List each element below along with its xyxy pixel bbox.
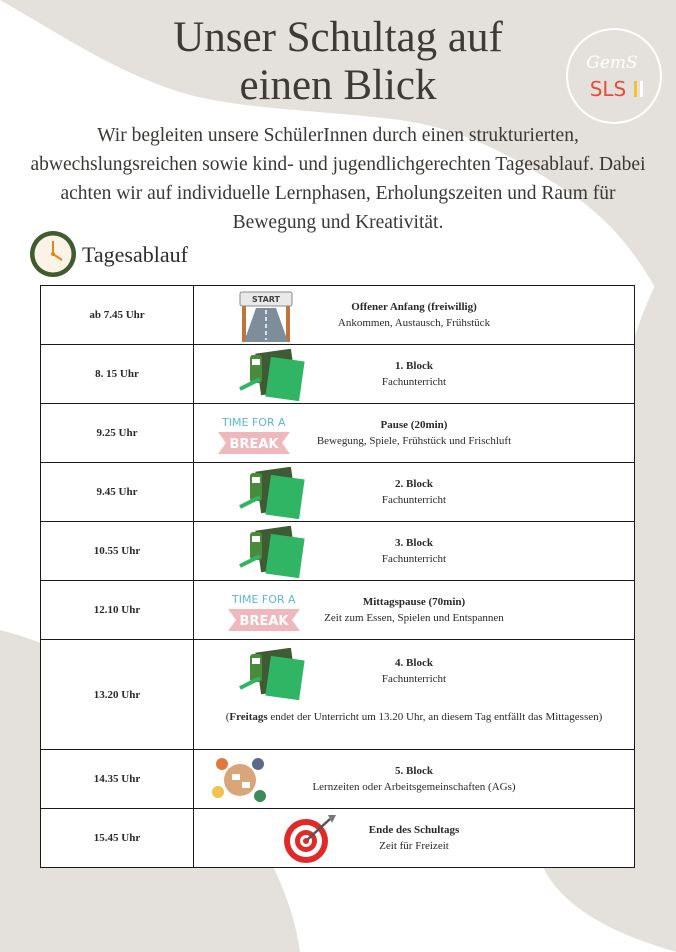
- title-line-2: einen Blick: [239, 62, 437, 109]
- svg-text:BREAK: BREAK: [229, 437, 279, 452]
- activity-cell: [194, 345, 635, 404]
- time-cell: 13.20 Uhr: [41, 640, 194, 750]
- time-cell: 8. 15 Uhr: [41, 345, 194, 404]
- activity-cell: [194, 522, 635, 581]
- table-row: [41, 286, 635, 345]
- activity-description: Fachunterricht: [381, 494, 447, 506]
- time-cell: 10.55 Uhr: [41, 522, 194, 581]
- target-icon: [282, 813, 338, 865]
- time-cell: ab 7.45 Uhr: [41, 286, 194, 345]
- activity-cell: [194, 404, 635, 463]
- note-open-paren: (: [225, 711, 230, 723]
- activity-description: Fachunterricht: [381, 673, 447, 685]
- activity-description: Zeit zum Essen, Spielen und Entspannen: [324, 612, 504, 624]
- table-row: [41, 750, 635, 809]
- table-row: [41, 522, 635, 581]
- logo-bottom-text: SLS: [589, 77, 627, 101]
- intro-line-3: achten wir auf individuelle Lernphasen, Erholungszeiten und Raum für: [60, 183, 616, 204]
- clock-icon: [28, 229, 78, 279]
- activity-cell: [194, 286, 635, 345]
- activity-description: Fachunterricht: [381, 553, 447, 565]
- logo-bar-yellow: [634, 81, 637, 97]
- activity-title: Pause (20min): [380, 419, 448, 431]
- time-cell: 12.10 Uhr: [41, 581, 194, 640]
- activity-title: Mittagspause (70min): [362, 596, 466, 608]
- activity-title: 3. Block: [395, 537, 433, 549]
- activity-description: Lernzeiten oder Arbeitsgemeinschaften (AGs): [312, 781, 516, 793]
- time-cell: 15.45 Uhr: [41, 809, 194, 868]
- table-row: [41, 463, 635, 522]
- activity-cell: [194, 463, 635, 522]
- activity-cell: [194, 750, 635, 809]
- school-supplies-icon: [238, 648, 314, 700]
- activity-title: 1. Block: [395, 360, 433, 372]
- school-supplies-icon: [238, 467, 314, 519]
- time-cell: 14.35 Uhr: [41, 750, 194, 809]
- time-cell: 9.25 Uhr: [41, 404, 194, 463]
- activity-title: 4. Block: [395, 657, 433, 669]
- note-rest: endet der Unterricht um 13.20 Uhr, an diesem Tag entfällt das Mittagessen): [267, 711, 603, 723]
- activity-title: Ende des Schultags: [368, 824, 460, 836]
- school-supplies-icon: [238, 526, 314, 578]
- activity-description: Ankommen, Austausch, Frühstück: [337, 317, 491, 329]
- svg-text:TIME FOR A: TIME FOR A: [232, 593, 296, 606]
- table-row: [41, 581, 635, 640]
- time-cell: 9.45 Uhr: [41, 463, 194, 522]
- activity-title: 2. Block: [395, 478, 433, 490]
- time-for-a-break-icon: [226, 587, 306, 635]
- friday-note: [216, 709, 612, 726]
- table-row: [41, 345, 635, 404]
- svg-text:BREAK: BREAK: [239, 614, 289, 629]
- activity-title: Offener Anfang (freiwillig): [351, 301, 477, 313]
- activity-description: Zeit für Freizeit: [379, 840, 449, 852]
- group-table-icon: [210, 752, 270, 808]
- schedule-table: [40, 285, 635, 868]
- intro-line-4: Bewegung und Kreativität.: [232, 212, 444, 233]
- time-for-a-break-icon: [216, 410, 296, 458]
- table-row: [41, 809, 635, 868]
- activity-cell: [194, 640, 635, 750]
- svg-text:TIME FOR A: TIME FOR A: [222, 416, 286, 429]
- logo-icon: [568, 30, 660, 122]
- table-row: [41, 404, 635, 463]
- intro-line-2: abwechslungsreichen sowie kind- und jugendlichgerechten Tagesablauf. Dabei: [30, 154, 646, 175]
- school-supplies-icon: [238, 349, 314, 401]
- table-row: [41, 640, 635, 750]
- section-title: Tagesablauf: [82, 242, 188, 267]
- start-road-icon: [238, 288, 294, 342]
- activity-title: 5. Block: [395, 765, 433, 777]
- logo-bar-white: [640, 81, 643, 97]
- logo-top-text: GemS: [586, 53, 638, 73]
- activity-description: Fachunterricht: [381, 376, 447, 388]
- svg-text:START: START: [251, 295, 281, 304]
- intro-line-1: Wir begleiten unsere SchülerInnen durch einen strukturierten,: [97, 125, 579, 146]
- school-logo: [566, 28, 662, 124]
- note-bold: Freitags: [229, 711, 268, 723]
- intro-text: [0, 121, 676, 237]
- activity-description: Bewegung, Spiele, Frühstück und Frischluft: [316, 435, 512, 447]
- title-line-1: Unser Schultag auf: [173, 14, 503, 61]
- activity-cell: [194, 581, 635, 640]
- activity-cell: [194, 809, 635, 868]
